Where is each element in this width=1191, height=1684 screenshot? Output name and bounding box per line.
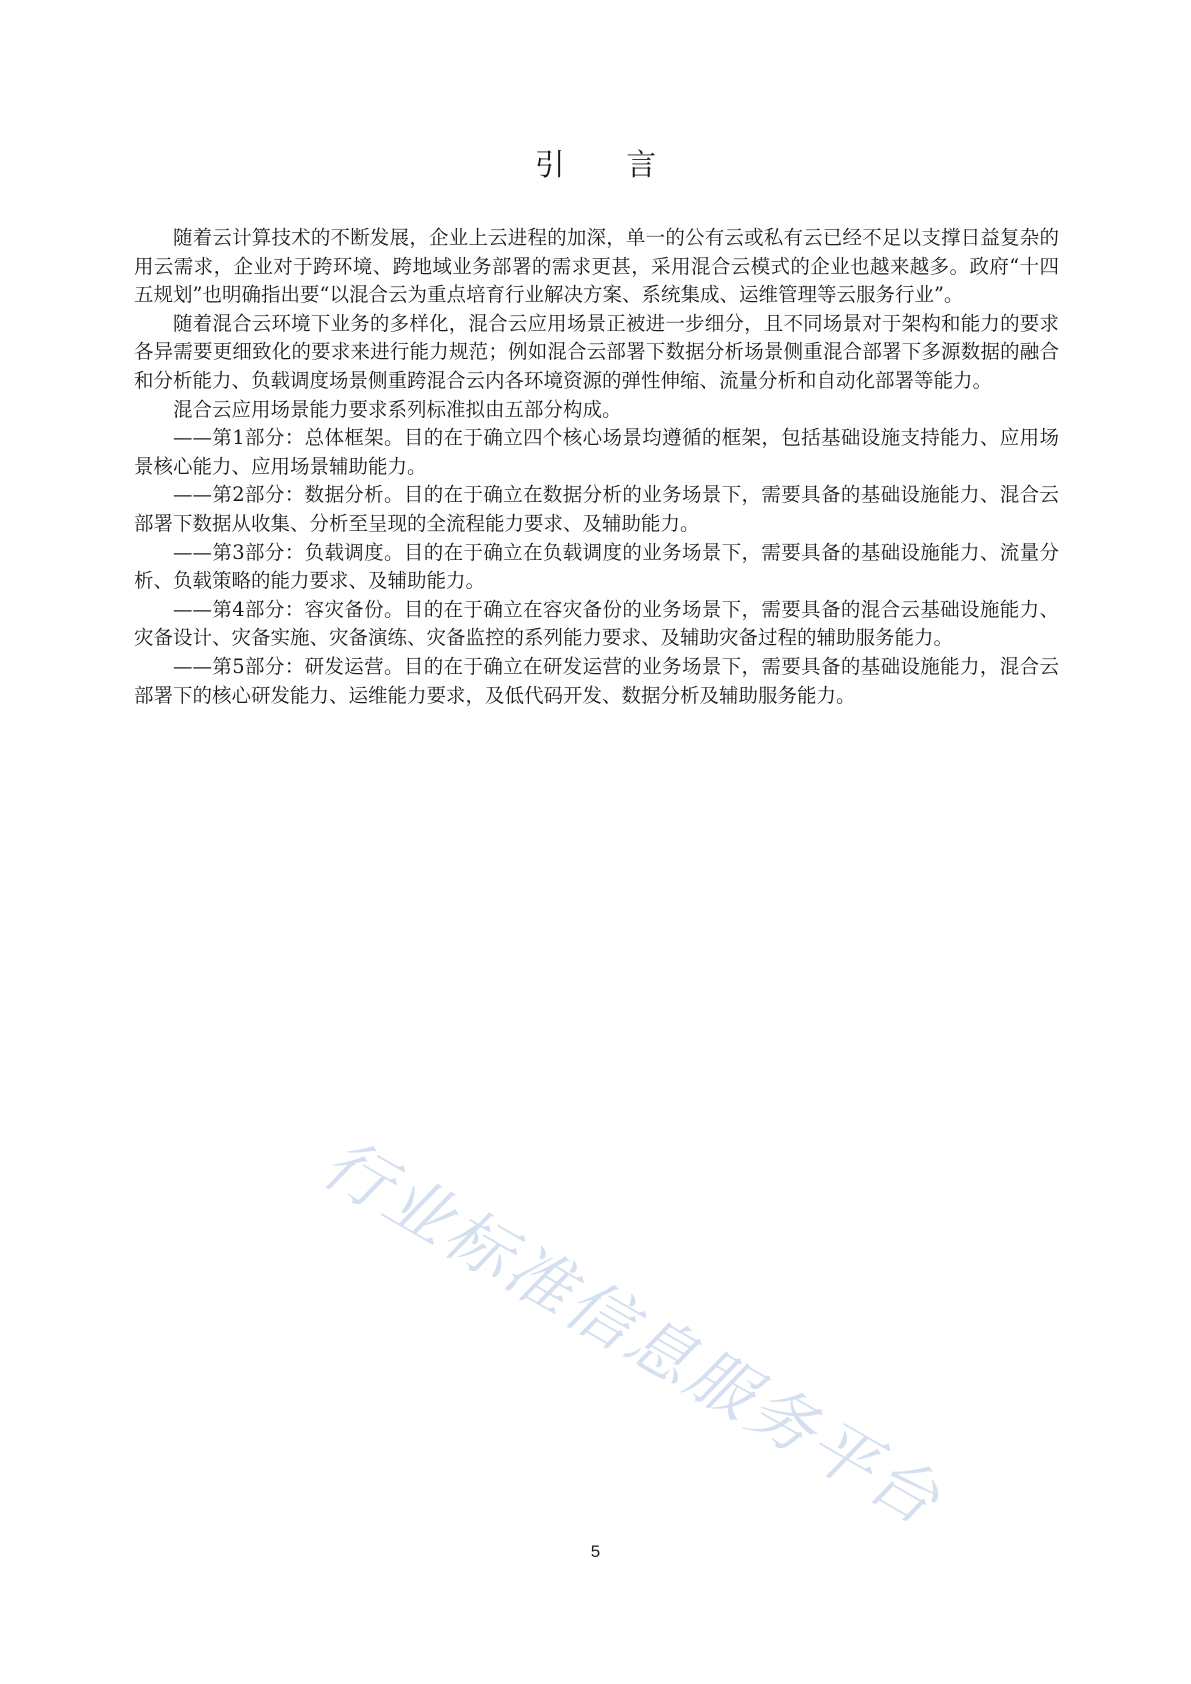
part-item-3: ——第3部分：负载调度。目的在于确立在负载调度的业务场景下，需要具备的基础设施能力、流量分析、负载策略的能力要求、及辅助能力。 xyxy=(134,540,1059,593)
paragraph-structure: 混合云应用场景能力要求系列标准拟由五部分构成。 xyxy=(173,397,622,421)
part-item-4: ——第4部分：容灾备份。目的在于确立在容灾备份的业务场景下，需要具备的混合云基础设施能力、灾备设计、灾备实施、灾备演练、灾备监控的系列能力要求、及辅助灾备过程的辅助服务能力。 xyxy=(134,597,1059,650)
body-text xyxy=(134,224,1059,710)
page-number: 5 xyxy=(590,1542,601,1561)
page-title: 引 言 xyxy=(534,148,683,183)
watermark: 行业标准信息服务平台 xyxy=(309,1124,955,1542)
paragraph-intro: 随着云计算技术的不断发展，企业上云进程的加深，单一的公有云或私有云已经不足以支撑日益复杂的用云需求，企业对于跨环境、跨地域业务部署的需求更甚，采用混合云模式的企业也越来越多。政府“十四五规划”也明确指出要“以混合云为重点培育行业解决方案、系统集成、运维管理等云服务行业”。 xyxy=(134,226,1059,307)
part-item-1: ——第1部分：总体框架。目的在于确立四个核心场景均遵循的框架，包括基础设施支持能力、应用场景核心能力、应用场景辅助能力。 xyxy=(134,426,1059,478)
paragraph-scenarios: 随着混合云环境下业务的多样化，混合云应用场景正被进一步细分，且不同场景对于架构和能力的要求各异需要更细致化的要求来进行能力规范；例如混合云部署下数据分析场景侧重混合部署下多源数据的融合和分析能力、负载调度场景侧重跨混合云内各环境资源的弹性伸缩、流量分析和自动化部署等能力。 xyxy=(134,311,1059,392)
part-item-5: ——第5部分：研发运营。目的在于确立在研发运营的业务场景下，需要具备的基础设施能力，混合云部署下的核心研发能力、运维能力要求，及低代码开发、数据分析及辅助服务能力。 xyxy=(134,654,1059,707)
part-item-2: ——第2部分：数据分析。目的在于确立在数据分析的业务场景下，需要具备的基础设施能力、混合云部署下数据从收集、分析至呈现的全流程能力要求、及辅助能力。 xyxy=(134,483,1059,535)
